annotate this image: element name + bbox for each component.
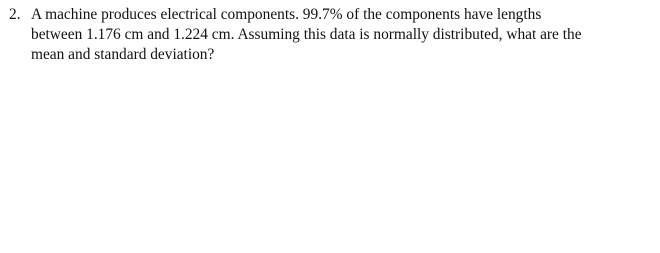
question-line: between 1.176 cm and 1.224 cm. Assuming this data is normally distributed, what are the bbox=[31, 26, 582, 43]
question-item bbox=[9, 5, 649, 65]
question-number: 2. bbox=[9, 6, 21, 23]
question-line: mean and standard deviation? bbox=[31, 46, 215, 63]
question-text bbox=[31, 5, 649, 65]
question-line: A machine produces electrical components. 99.7% of the components have lengths bbox=[31, 6, 542, 23]
